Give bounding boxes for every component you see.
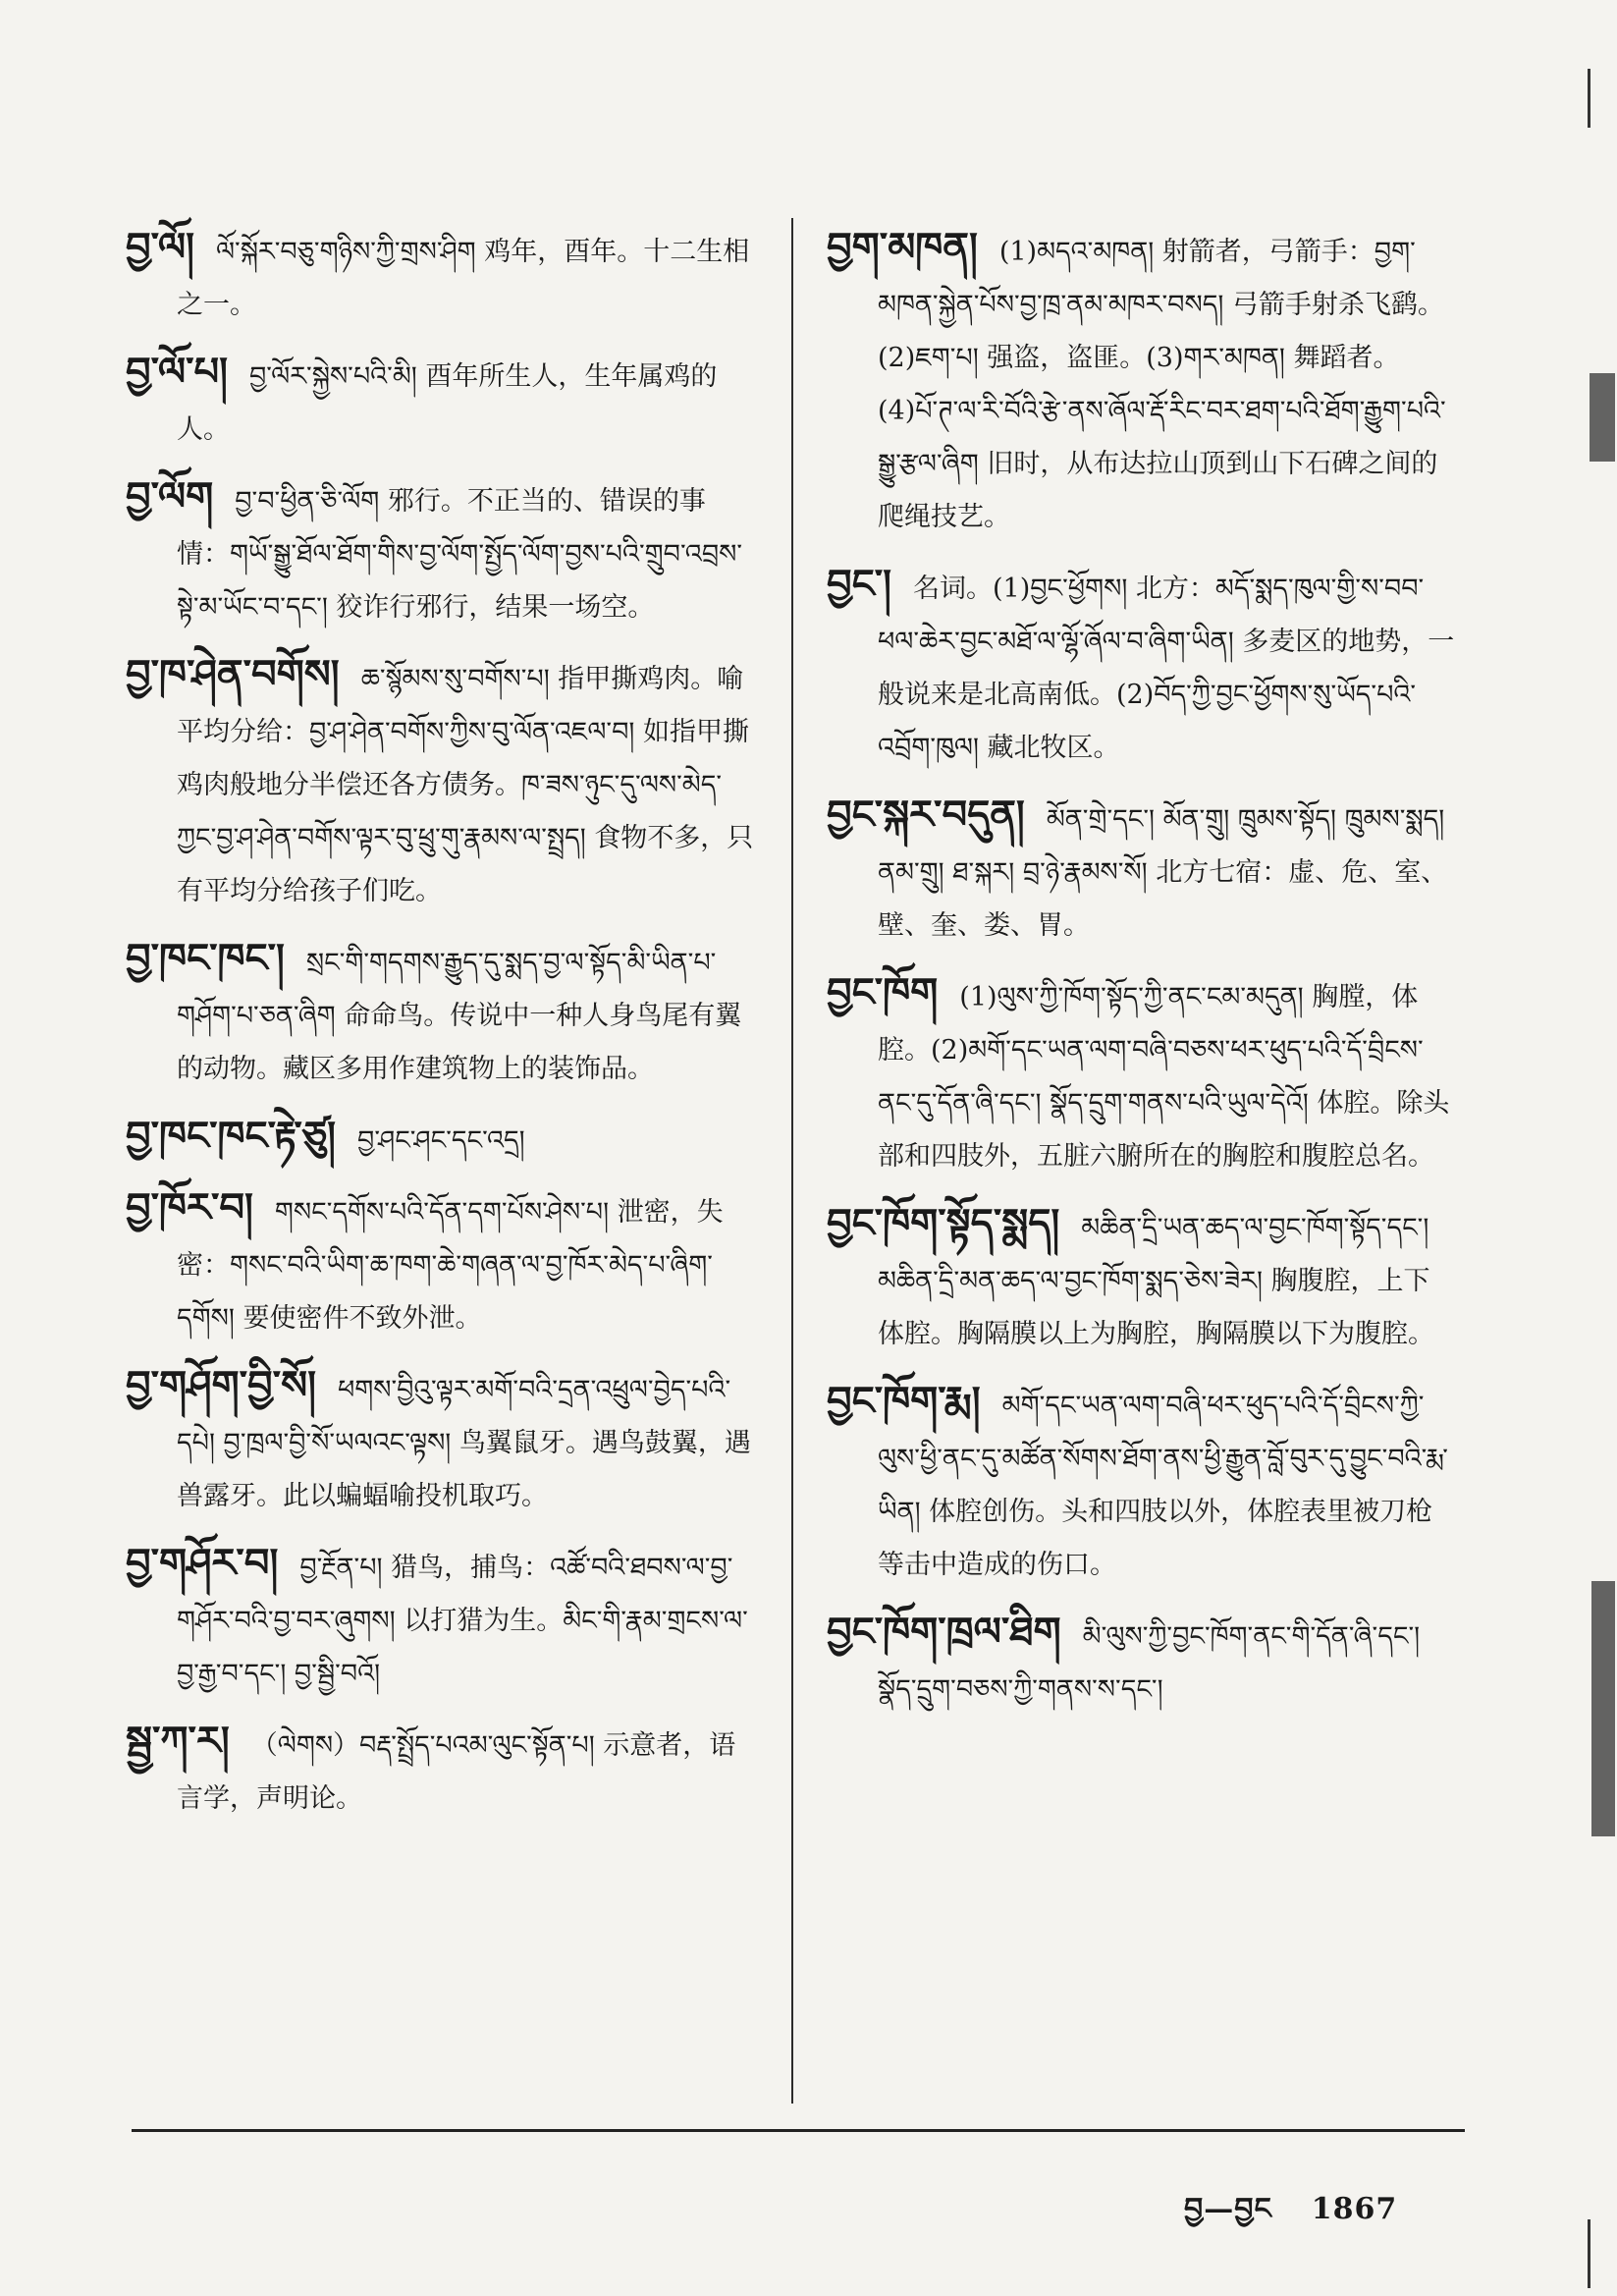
headword: བྱང་ཁོག་སྟོད་སྨད། (827, 1201, 1060, 1246)
scan-edge-marks (1558, 0, 1617, 2296)
dictionary-entry (827, 966, 1455, 1183)
headword: བྱང་ཁོག་ཁྲལ་ཐིག (827, 1610, 1061, 1655)
dictionary-entry (827, 789, 1455, 953)
column-divider (791, 218, 793, 2104)
entry-body (126, 1537, 754, 1701)
definition-text: ཆ་སྙོམས་སུ་བགོས་པ། 指甲撕鸡肉。喻平均分给：བྱ་ཤ་ཤེན་བགོས་ཀྱིས་བུ་ལོན་འཇལ་བ། 如指甲撕鸡肉般地分半偿还各方债务。ཁ་ཟས་ཉུང་དུ་ལས་མེད་ཀྱང་བྱ་ཤ་ཤེན་བགོས་ལྟར་བུ་ཕྲུ་གུ་རྣམས་ལ་སྤྲད། 食物不多，只有平均分给孩子们吃。 (177, 664, 754, 906)
definition-text: མགོ་དང་ཡན་ལག་བཞི་ཕར་ཕུད་པའི་དོ་བྲིངས་ཀྱི་ལུས་ཕྱི་ནང་དུ་མཚོན་སོགས་ཐོག་ནས་ཕྱི་རྒྱུན་བློ་བུར་དུ་བྱུང་བའི་རྨ་ཡིན། 体腔创伤。头和四肢以外，体腔表里被刀枪等击中造成的伤口。 (878, 1391, 1448, 1580)
definition-text: སྲང་གི་གདགས་རྒྱུད་དུ་སྨད་བྱ་ལ་སྟོད་མི་ཡིན་པ་གཤོག་པ་ཅན་ཞིག 命命鸟。传说中一种人身鸟尾有翼的动物。藏区多用作建筑物上的装饰品。 (177, 948, 742, 1084)
headword: བྱང་ཁོག (827, 970, 939, 1015)
entry-body (126, 1181, 754, 1345)
entry-body (126, 1110, 754, 1168)
definition-text: གསང་དགོས་པའི་དོན་དག་པོས་ཤེས་པ། 泄密，失密：གསང་བའི་ཡིག་ཆ་ཁག་ཆེ་གཞན་ལ་བྱ་ཁོར་མེད་པ་ཞིག་དགོས། 要使密件不致外泄。 (177, 1197, 724, 1334)
dictionary-entry (126, 346, 754, 457)
entry-body (827, 558, 1455, 775)
definition-text: བྱ་རྔོན་པ། 猎鸟，捕鸟：འཚོ་བའི་ཐབས་ལ་བྱ་གཤོར་བའི་བྱ་བར་ཞུགས། 以打猎为生。མིང་གི་རྣམ་གྲངས་ལ་བྱ་རྒྱ་བ་དང་། བྱ་སྦྱི་བའོ། (177, 1553, 748, 1689)
entry-body (827, 789, 1455, 953)
entry-body (126, 470, 754, 634)
entry-body (827, 1375, 1455, 1592)
dictionary-entry (126, 1110, 754, 1168)
dictionary-entry (126, 648, 754, 918)
page-number: 1867 (1311, 2192, 1398, 2226)
definition-text: 名词。(1)བྱང་ཕྱོགས། 北方：མདོ་སྨད་ཁུལ་གྱི་ས་བབ་ཕལ་ཆེར་བྱང་མཐོ་ལ་ལྷོ་ཞོལ་བ་ཞིག་ཡིན། 多麦区的地势，一般说来是北高南低。(2)བོད་ཀྱི་བྱང་ཕྱོགས་སུ་ཡོད་པའི་འབྲོག་ཁུལ། 藏北牧区。 (878, 574, 1455, 763)
headword: བྱང་ཁོག་རྨ། (827, 1379, 981, 1424)
definition-text: མི་ལུས་ཀྱི་བྱང་ཁོག་ནང་གི་དོན་ཞི་དང་། སྣོད་དྲུག་བཅས་ཀྱི་གནས་ས་དང་། (878, 1621, 1421, 1705)
entry-range: བྱ—བྱང (1184, 2192, 1272, 2226)
headword: བྱ་ཁོར་བ། (126, 1185, 253, 1230)
dictionary-entry (827, 1197, 1455, 1361)
definition-text: མཆིན་དྲི་ཡན་ཆད་ལ་བྱང་ཁོག་སྟོད་དང་། མཆིན་དྲི་མན་ཆད་ལ་བྱང་ཁོག་སྨད་ཅེས་ཟེར། 胸腹腔，上下体腔。胸隔膜以上为胸腔，胸隔膜以下为腹腔。 (878, 1213, 1434, 1349)
headword: བྱང་། (827, 562, 891, 607)
headword: བྱ་ཁང་ཁང་རྟེ་ཙུ། (126, 1114, 337, 1159)
dictionary-entry (126, 221, 754, 332)
definition-text: མོན་གྲེ་དང་། མོན་གྲུ། ཁྲུམས་སྟོད། ཁྲུམས་སྨད། ནམ་གྲུ། ཐ་སྐར། བྲ་ཉེ་རྣམས་སོ། 北方七宿：虚、危、室、壁、奎、娄、胃。 (878, 804, 1448, 941)
definition-text: ལོ་སྐོར་བཅུ་གཉིས་ཀྱི་གྲས་ཤིག 鸡年，酉年。十二生相之一。 (177, 237, 750, 320)
definition-text: བྱ་ལོར་སྐྱེས་པའི་མི། 酉年所生人，生年属鸡的人。 (177, 361, 718, 445)
entry-body (827, 1606, 1455, 1717)
entry-body (126, 932, 754, 1096)
headword: བྱ་ལོ་པ། (126, 350, 228, 395)
left-column (126, 221, 754, 1839)
definition-text: (1)མདའ་མཁན། 射箭者，弓箭手：བྱག་མཁན་སྐྱེན་པོས་བྱ་ཁྲ་ནམ་མཁར་བསད། 弓箭手射杀飞鹞。(2)ཇག་པ། 强盗，盗匪。(3)གར་མཁན། 舞蹈者。(4)པོ་ཊ་ལ་རི་བོའི་རྩེ་ནས་ཞོལ་རྡོ་རིང་བར་ཐག་པའི་ཐོག་རྒྱུག་པའི་སྒྱུ་རྩལ་ཞིག 旧时，从布达拉山顶到山下石碑之间的爬绳技艺。 (878, 237, 1446, 532)
dictionary-entry (827, 558, 1455, 775)
dictionary-entry (126, 932, 754, 1096)
headword: བྱག་མཁན། (827, 225, 978, 270)
entry-body (827, 966, 1455, 1183)
dictionary-entry (126, 470, 754, 634)
dictionary-entry (827, 221, 1455, 544)
headword: བྱ་ལོ། (126, 225, 194, 270)
definition-text: བྱ་ཤང་ཤང་དང་འདྲ། (357, 1125, 525, 1156)
entry-body (126, 1359, 754, 1523)
right-column (827, 221, 1455, 1730)
dictionary-entry (827, 1606, 1455, 1717)
page-footer (1184, 2176, 1397, 2259)
dictionary-entry (126, 1537, 754, 1701)
entry-body (126, 221, 754, 332)
dictionary-entry (126, 1181, 754, 1345)
dictionary-entry (126, 1359, 754, 1523)
entry-body (126, 648, 754, 918)
headword: བྱ་ཁ་ཤེན་བགོས། (126, 652, 340, 697)
definition-text: (1)ལུས་ཀྱི་ཁོག་སྟོད་ཀྱི་ནང་ངམ་མདུན། 胸膛，体腔。(2)མགོ་དང་ཡན་ལག་བཞི་བཅས་ཕར་ཕུད་པའི་དོ་བྲིངས་ནང་དུ་དོན་ཞི་དང་། སྣོད་དྲུག་གནས་པའི་ཡུལ་དེའོ། 体腔。除头部和四肢外，五脏六腑所在的胸腔和腹腔总名。 (878, 982, 1450, 1172)
dictionary-entry (126, 1715, 754, 1826)
headword: བྱ་གཤོག་བྱི་སོ། (126, 1363, 316, 1408)
headword: བྱ་ཁང་ཁང་། (126, 936, 285, 981)
definition-text: （ལེགས）བརྡ་སྤྲོད་པའམ་ལུང་སྟོན་པ། 示意者，语言学，声明论。 (177, 1730, 736, 1814)
entry-body (126, 1715, 754, 1826)
headword: བྱ་ལོག (126, 474, 214, 519)
headword: སྦྱ་ཀ་ར། (126, 1719, 230, 1764)
footer-rule (132, 2129, 1465, 2132)
definition-text: ཕགས་བྱིའུ་ལྟར་མགོ་བའི་དྲན་འཕྲུལ་བྱེད་པའི་དཔེ། བྱ་ཁྲལ་བྱི་སོ་ཡལའང་ལྟས། 鸟翼鼠牙。遇鸟鼓翼，遇兽露牙。此以蝙蝠喻投机取巧。 (177, 1375, 751, 1511)
entry-body (126, 346, 754, 457)
definition-text: བྱ་བ་ཕྱིན་ཅི་ལོག 邪行。不正当的、错误的事情：གཡོ་སྒྱུ་ཐོལ་ཐོག་གིས་བྱ་ལོག་སྤྱོད་ལོག་བྱས་པའི་གྲུབ་འབྲས་སྟེ་མ་ཡོང་བ་དང་། 狡诈行邪行，结果一场空。 (177, 486, 743, 623)
headword: བྱ་གཤོར་བ། (126, 1541, 279, 1586)
entry-body (827, 1197, 1455, 1361)
entry-body (827, 221, 1455, 544)
dictionary-entry (827, 1375, 1455, 1592)
headword: བྱང་སྐར་བདུན། (827, 793, 1025, 838)
